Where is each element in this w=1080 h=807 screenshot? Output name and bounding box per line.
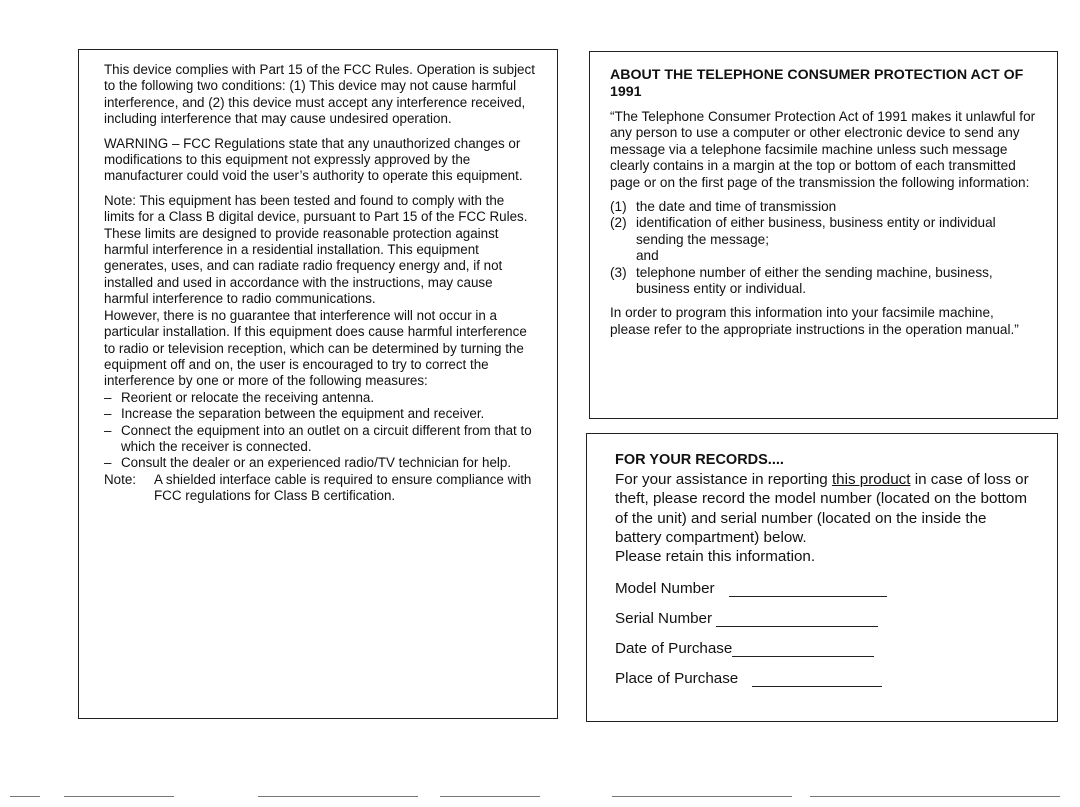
scan-artifact bbox=[10, 796, 40, 797]
tcpa-and: and bbox=[636, 248, 659, 264]
fcc-note: Note: This equipment has been tested and found to comply with the limits for a Class B digital device, pursuant to Part 15 of the FCC Rules. bbox=[104, 192, 528, 225]
place-of-purchase-field[interactable] bbox=[615, 669, 1037, 688]
scan-artifact bbox=[258, 796, 418, 797]
list-item: – Consult the dealer or an experienced radio/TV technician for help. bbox=[104, 455, 512, 471]
scan-artifact bbox=[810, 796, 1060, 797]
tcpa-box bbox=[589, 51, 1058, 419]
model-number-line[interactable] bbox=[729, 596, 887, 597]
fcc-warning: WARNING – FCC Regulations state that any unauthorized changes or modifications to this equipment not expressly approved by the manufacturer could void the user’s authority to operate this equipment. bbox=[104, 135, 523, 184]
list-item: – Connect the equipment into an outlet on a circuit different from that to which the receiver is connected. bbox=[104, 422, 532, 454]
fcc-guarantee: However, there is no guarantee that interference will not occur in a particular installation. If this equipment does cause harmful interference to radio or television reception, which can be determined by turning the equipment off and on, the user is encouraged to try to correct the interference by one or more of the following measures: bbox=[104, 307, 527, 389]
serial-number-label: Serial Number bbox=[615, 610, 713, 628]
fcc-note-cable: Note: A shielded interface cable is required to ensure compliance with FCC regulations for Class B certification. bbox=[104, 471, 532, 504]
model-number-label: Model Number bbox=[615, 580, 715, 598]
place-of-purchase-label: Place of Purchase bbox=[615, 670, 739, 688]
records-box bbox=[586, 433, 1058, 722]
tcpa-intro: “The Telephone Consumer Protection Act of 1991 makes it unlawful for any person to use a computer or other electronic device to send any message via a telephone facsimile machine unless such message clearly contains in a margin at the top or bottom of each transmitted page or on the first page of the transmission the following information: bbox=[610, 109, 1036, 190]
fcc-measures-list bbox=[104, 390, 535, 472]
scan-artifact bbox=[64, 796, 174, 797]
scan-artifact bbox=[440, 796, 540, 797]
records-heading: FOR YOUR RECORDS.... bbox=[615, 452, 784, 468]
tcpa-closing: In order to program this information into your facsimile machine, please refer to the appropriate instructions in the operation manual.” bbox=[610, 305, 1019, 337]
date-of-purchase-field[interactable] bbox=[615, 639, 1037, 658]
tcpa-heading: ABOUT THE TELEPHONE CONSUMER PROTECTION ACT OF 1991 bbox=[610, 67, 1024, 100]
place-of-purchase-line[interactable] bbox=[752, 686, 882, 687]
fcc-intro: This device complies with Part 15 of the FCC Rules. Operation is subject to the following two conditions: (1) This device may not cause harmful interference, and (2) this device must accept any interference received, including interference that may cause undesired operation. bbox=[104, 62, 535, 127]
date-of-purchase-label: Date of Purchase bbox=[615, 640, 733, 658]
list-item: (1) the date and time of transmission bbox=[610, 199, 837, 215]
list-item: (2) identification of either business, business entity or individual sending the message; bbox=[610, 215, 996, 247]
records-instructions: For your assistance in reporting this product in case of loss or theft, please record the model number (located on the bottom of the unit) and serial number (located on the inside the battery compartment) below. bbox=[615, 471, 1029, 546]
scan-artifact bbox=[612, 796, 792, 797]
tcpa-list bbox=[610, 199, 1037, 297]
fcc-notice-box bbox=[78, 49, 558, 719]
list-item: – Increase the separation between the equipment and receiver. bbox=[104, 406, 485, 422]
fcc-limits: These limits are designed to provide reasonable protection against harmful interference in a residential installation. This equipment generates, uses, and can radiate radio frequency energy and, if not installed and used in accordance with the instructions, may cause harmful interference to radio communications. bbox=[104, 225, 503, 307]
model-number-field[interactable] bbox=[615, 579, 1037, 598]
list-item: – Reorient or relocate the receiving antenna. bbox=[104, 389, 375, 405]
serial-number-field[interactable] bbox=[615, 609, 1037, 628]
serial-number-line[interactable] bbox=[716, 626, 878, 627]
records-retain: Please retain this information. bbox=[615, 548, 816, 566]
list-item: (3) telephone number of either the sending machine, business, business entity or individual. bbox=[610, 264, 993, 297]
date-of-purchase-line[interactable] bbox=[732, 656, 874, 657]
